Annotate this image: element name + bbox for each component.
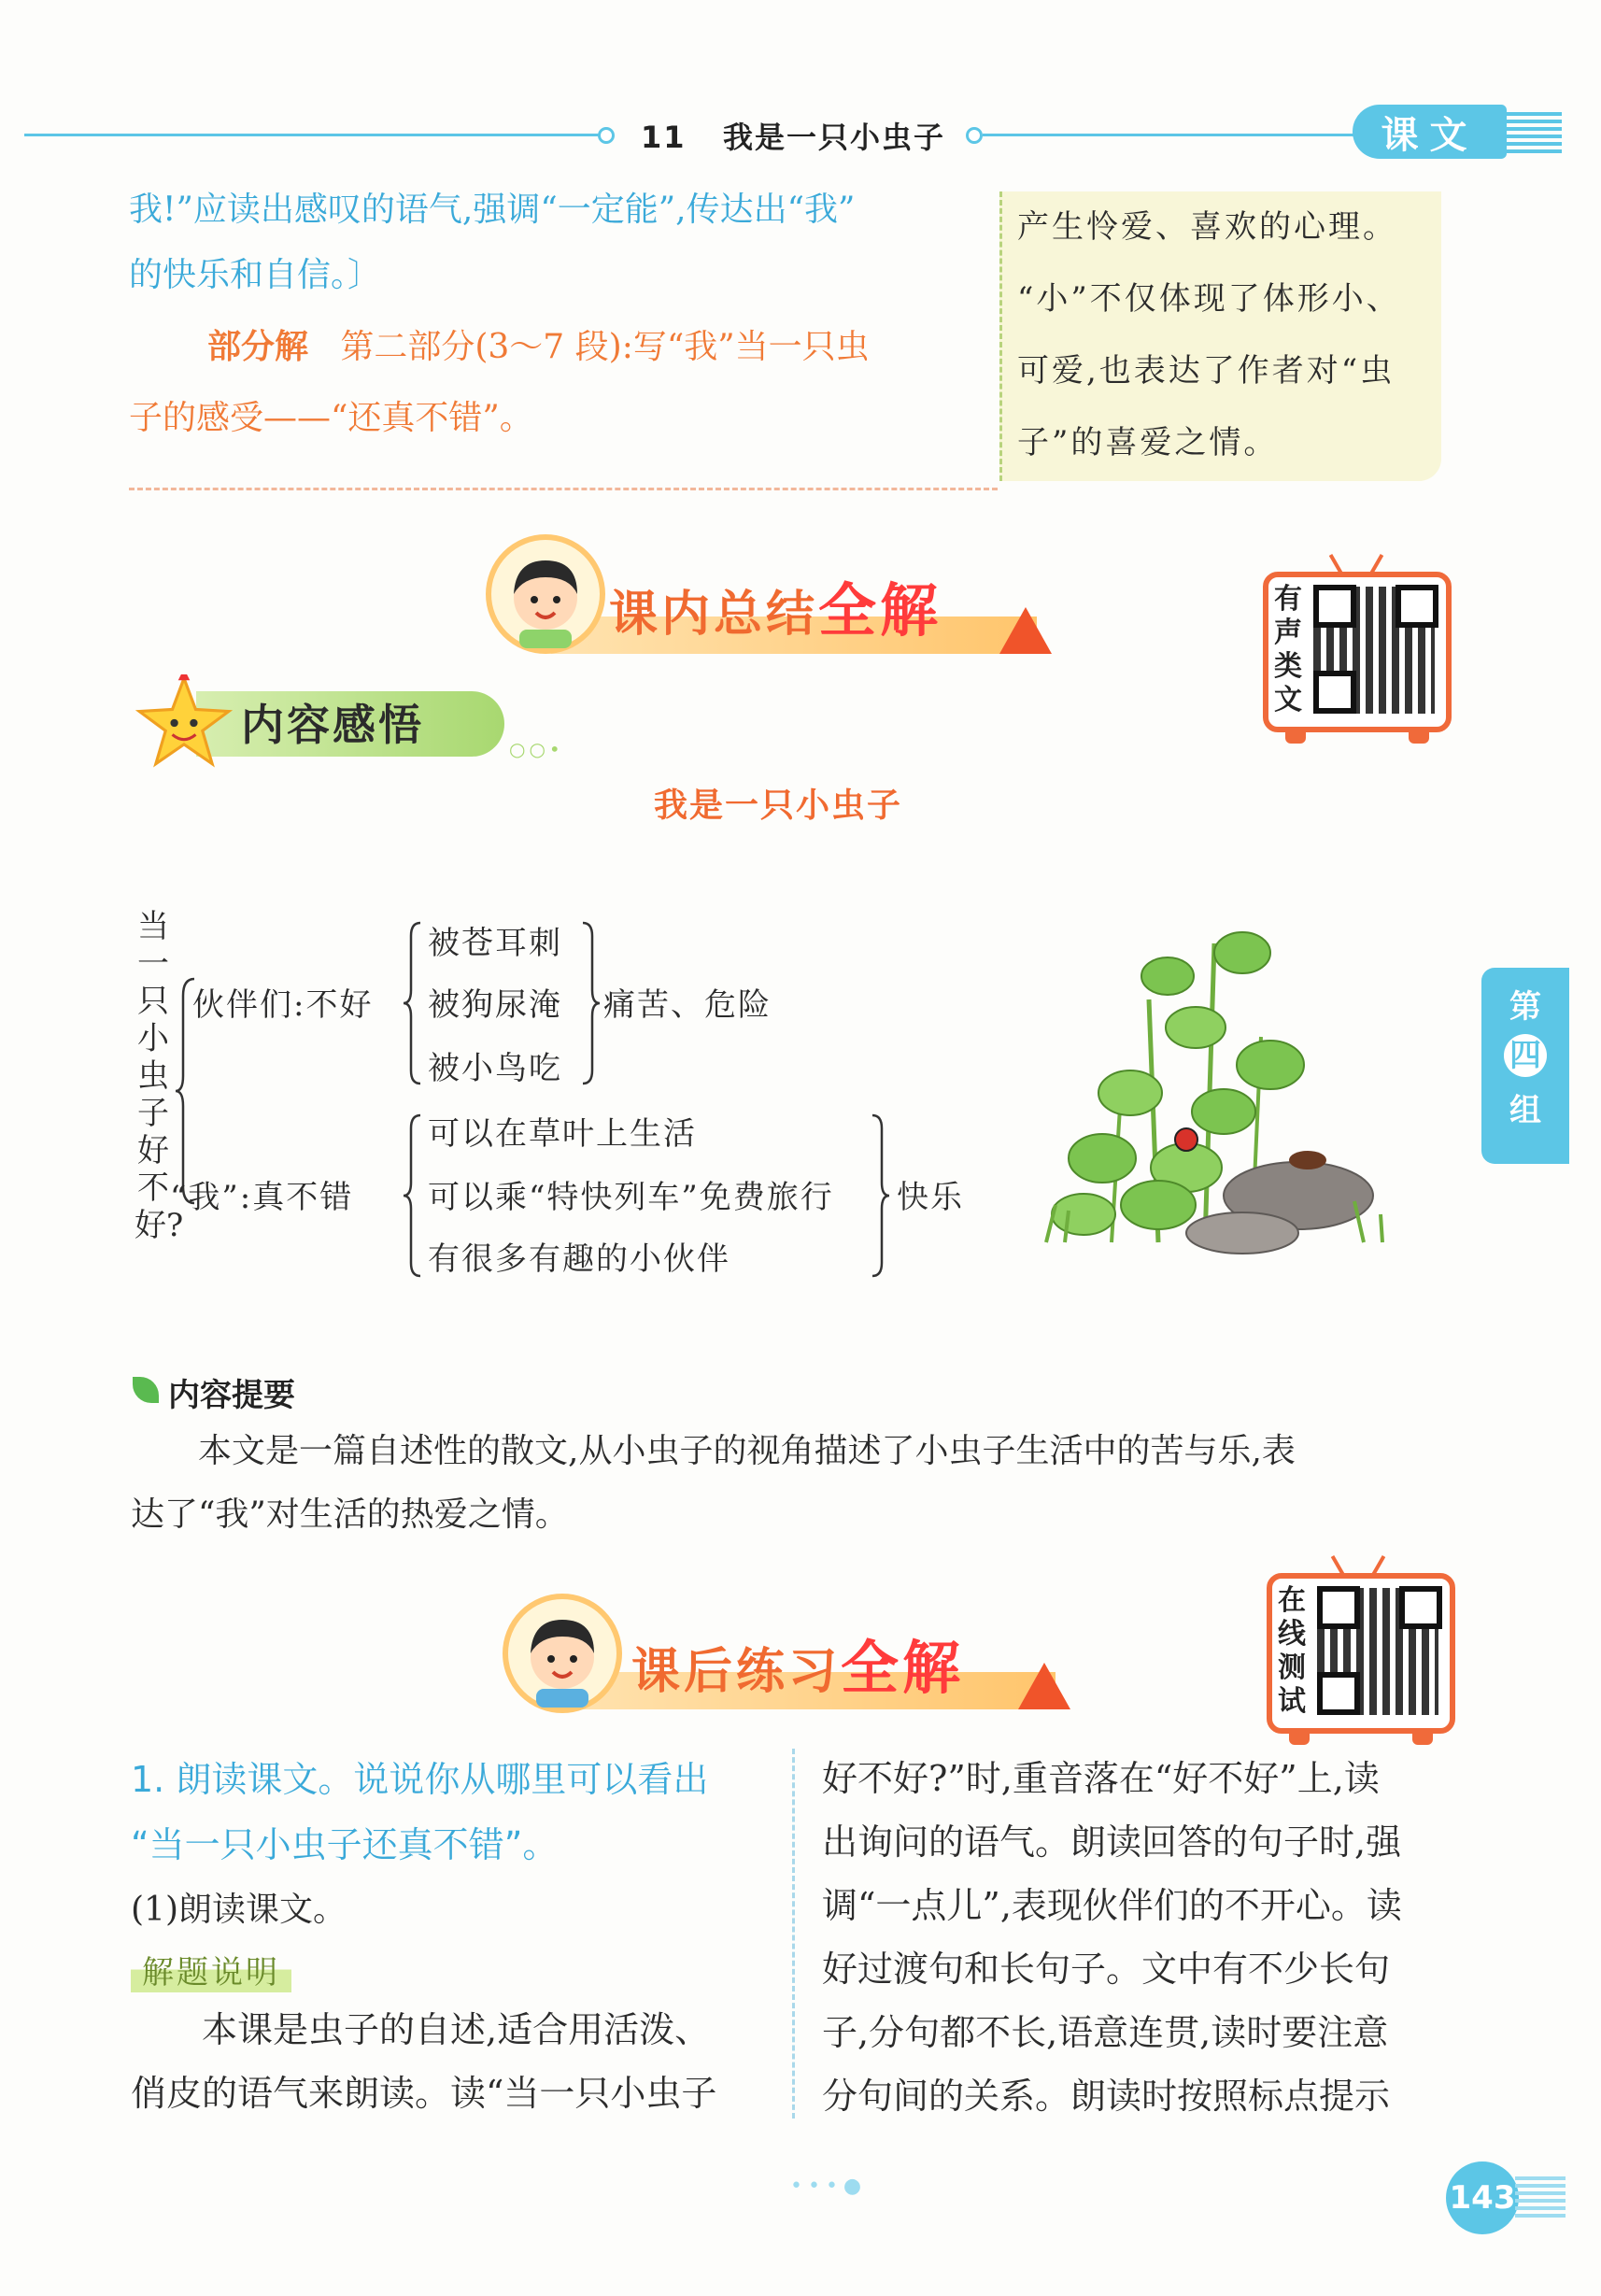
insight-title: 内容感悟 [241, 700, 424, 750]
explain-right-line: 好不好?”时,重音落在“好不好”上,读 [822, 1758, 1380, 1799]
qr2-leg-icon [1289, 1734, 1310, 1745]
qr-finder-icon [1313, 671, 1356, 714]
right-note-line: 子”的喜爱之情。 [1017, 424, 1279, 461]
continuation-left [129, 177, 998, 490]
right-note-line: 可爱,也表达了作者对“虫 [1017, 352, 1396, 390]
unit-side-tab [1481, 968, 1569, 1164]
exercise-title-main: 课后练习 [631, 1644, 842, 1700]
exercise-left-column [131, 1747, 766, 2125]
page-number: 143 [1446, 2161, 1519, 2234]
exercise-question-line2: “当一只小虫子还真不错”。 [131, 1824, 559, 1865]
branch1-label: 伙伴们:不好 [192, 986, 374, 1024]
qr-code-audio[interactable] [1263, 572, 1452, 732]
section-tab: 课文 [1353, 105, 1507, 159]
qr-test-label: 在线测试 [1278, 1584, 1306, 1718]
header-rule-dot-right [966, 127, 983, 144]
diagram-title: 我是一只小虫子 [654, 787, 903, 825]
insight-dots: ○○• [509, 738, 564, 760]
lesson-number: 11 [641, 120, 687, 155]
qr-finder-icon [1313, 585, 1356, 628]
qr-finder-icon [1399, 1586, 1442, 1629]
branch1-brace-icon [402, 921, 424, 1085]
branch1-item: 被苍耳刺 [428, 925, 562, 962]
section-tab-stripes [1506, 112, 1562, 153]
right-note-line: “小”不仅体现了体形小、 [1017, 280, 1401, 318]
summary-points-line1: 本文是一篇自述性的散文,从小虫子的视角描述了小虫子生活中的苦与乐,表 [198, 1432, 1296, 1470]
qr2-leg-icon [1412, 1734, 1433, 1745]
summary-title-main: 课内总结 [609, 587, 819, 643]
qr-finder-icon [1396, 585, 1438, 628]
right-note-line: 产生怜爱、喜欢的心理。 [1017, 208, 1397, 246]
explain-right-line: 出询问的语气。朗读回答的句子时,强 [822, 1821, 1402, 1863]
explain-left-line: 俏皮的语气来朗读。读“当一只小虫子 [131, 2073, 717, 2114]
part-explain [129, 312, 998, 383]
summary-banner-triangle-icon [999, 607, 1052, 654]
branch2-close-brace-icon [869, 1113, 891, 1278]
plant-bug-illustration-icon [1027, 925, 1420, 1261]
star-smile-icon [135, 674, 233, 772]
branch2-label: “我”:真不错 [170, 1179, 354, 1216]
exercise-banner-title [631, 1622, 964, 1705]
continuation-blue-line1: 我!”应读出感叹的语气,强调“一定能”,传达出“我” [129, 191, 856, 229]
qr-audio-label: 有声类文 [1274, 583, 1302, 716]
boy-avatar-icon [486, 534, 605, 654]
header-rule-right [983, 134, 1356, 136]
qr-code-test[interactable] [1267, 1573, 1455, 1734]
boy-avatar-icon [503, 1594, 622, 1713]
column-divider [792, 1749, 795, 2119]
boy-face-icon [508, 1599, 616, 1708]
explain-right-line: 分句间的关系。朗读时按照标点提示 [822, 2076, 1391, 2117]
header-lesson-title [641, 114, 945, 157]
branch1-item: 被小鸟吃 [428, 1050, 562, 1087]
exercise-title-big: 全解 [841, 1634, 965, 1702]
side-tab-top: 第 [1509, 988, 1541, 1026]
explain-right-line: 子,分句都不长,语意连贯,读时要注意 [822, 2012, 1389, 2053]
summary-points-line2: 达了“我”对生活的热爱之情。 [131, 1495, 569, 1534]
summary-banner-title [609, 564, 942, 647]
part-text-line2: 子的感受——“还真不错”。 [129, 399, 533, 437]
qr1-leg-icon [1285, 732, 1306, 744]
right-note-lines [1002, 191, 1441, 479]
explain-right-line: 好过渡句和长句子。文中有不少长句 [822, 1949, 1391, 1990]
branch2-brace-icon [402, 1113, 424, 1278]
boy-face-icon [491, 540, 600, 648]
qr-finder-icon [1317, 1586, 1360, 1629]
part-text-line1: 第二部分(3～7 段):写“我”当一只虫 [340, 328, 870, 366]
side-tab-middle: 四 [1504, 1034, 1547, 1077]
branch1-item: 被狗尿淹 [428, 986, 562, 1024]
explain-label: 解题说明 [131, 1947, 291, 1992]
branch2-result: 快乐 [897, 1179, 964, 1216]
branch2-item: 有很多有趣的小伙伴 [428, 1240, 730, 1278]
side-tab-bottom: 组 [1509, 1092, 1541, 1129]
leaf-icon [133, 1377, 159, 1403]
exercise-sub1: (1)朗读课文。 [131, 1891, 347, 1929]
branch1-result: 痛苦、危险 [603, 986, 772, 1024]
branch2-item: 可以乘“特快列车”免费旅行 [428, 1179, 834, 1216]
footer-dots: •••● [790, 2175, 868, 2198]
page-number-stripes [1515, 2176, 1566, 2218]
branch2-item: 可以在草叶上生活 [428, 1115, 697, 1153]
exercise-right-column [822, 1747, 1457, 2128]
exercise-question-line1: 1. 朗读课文。说说你从哪里可以看出 [131, 1759, 709, 1800]
summary-title-big: 全解 [818, 576, 942, 645]
lesson-title: 我是一只小虫子 [722, 120, 945, 155]
header-rule-left [24, 134, 602, 136]
explain-right-line: 调“一点儿”,表现伙伴们的不开心。读 [822, 1885, 1402, 1926]
continuation-blue-line2: 的快乐和自信。〕 [129, 256, 382, 294]
qr-finder-icon [1317, 1672, 1360, 1715]
branch1-close-brace-icon [579, 921, 602, 1085]
continuation-right-note [999, 191, 1441, 481]
header-rule-dot-left [598, 127, 615, 144]
explain-left-line: 本课是虫子的自述,适合用活泼、 [202, 2009, 711, 2050]
qr1-leg-icon [1409, 732, 1429, 744]
summary-points-title: 内容提要 [168, 1377, 295, 1414]
exercise-banner-triangle-icon [1018, 1663, 1070, 1709]
part-label: 部分解 [207, 328, 309, 366]
diagram-root-vertical: 当一只小虫子好不好? [135, 908, 184, 1244]
